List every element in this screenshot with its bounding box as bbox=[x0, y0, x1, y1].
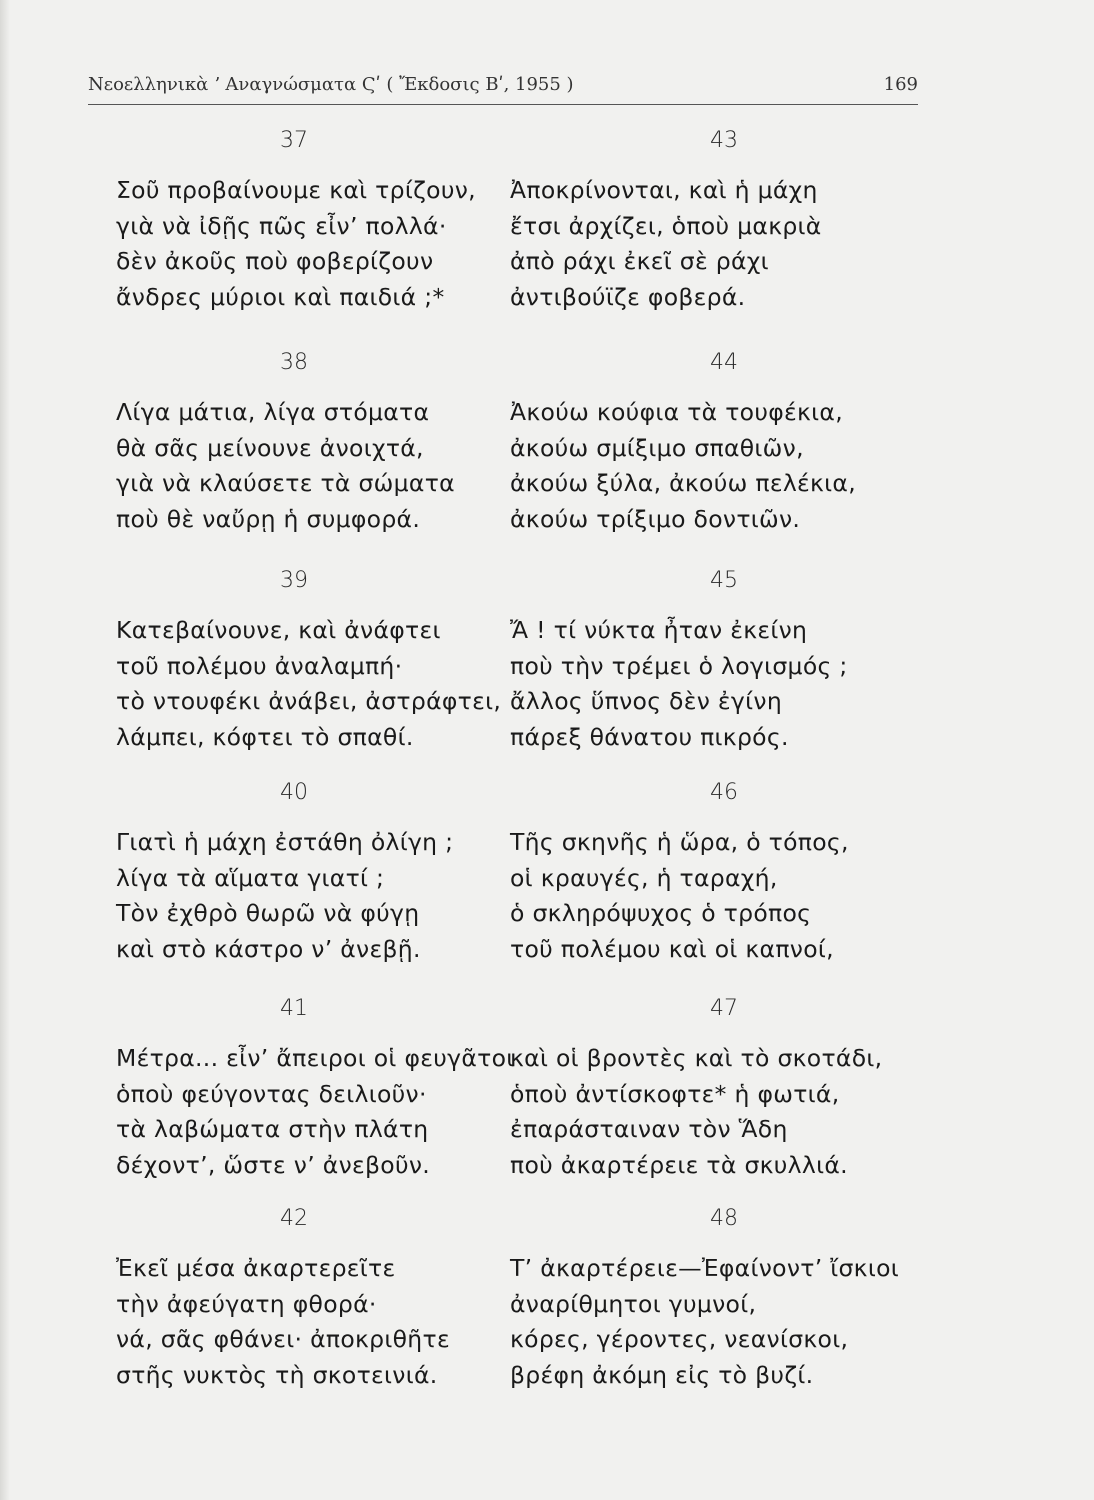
verse-line: ἀκούω τρίξιμο δοντιῶν. bbox=[510, 504, 801, 533]
stanza-number: 42 bbox=[280, 1206, 308, 1231]
verse-line: Γιατὶ ἡ μάχη ἐστάθη ὀλίγη ; bbox=[116, 828, 454, 856]
verse-line: ποὺ ἀκαρτέρειε τὰ σκυλλιά. bbox=[510, 1150, 848, 1179]
verse-line: γιὰ νὰ ἰδῇς πῶς εἶν’ πολλά· bbox=[116, 211, 447, 240]
stanza-number: 37 bbox=[280, 128, 308, 153]
page-number: 169 bbox=[883, 74, 918, 95]
verse-line: Τ’ ἀκαρτέρειε—Ἐφαίνοντ’ ἴσκιοι bbox=[510, 1254, 900, 1282]
stanza-48 bbox=[510, 1206, 930, 1393]
verse-line: ὁποὺ φεύγοντας δειλιοῦν· bbox=[116, 1079, 427, 1108]
verse-line: ἀναρίθμητοι γυμνοί, bbox=[510, 1289, 757, 1318]
stanza-number: 43 bbox=[710, 128, 738, 153]
verse-line: Τὸν ἐχθρὸ θωρῶ νὰ φύγῃ bbox=[116, 899, 420, 927]
verse-line: ἀντιβούϊζε φοβερά. bbox=[510, 282, 746, 311]
verse-line: Ἐκεῖ μέσα ἀκαρτερεῖτε bbox=[116, 1254, 396, 1282]
verse-line: κόρες, γέροντες, νεανίσκοι, bbox=[510, 1325, 849, 1353]
verse-line: ἐπαράσταιναν τὸν Ἅδη bbox=[510, 1115, 788, 1143]
stanza-42 bbox=[116, 1206, 516, 1393]
verse-line: ποὺ τὴν τρέμει ὁ λογισμός ; bbox=[510, 651, 848, 680]
verse-line: Σοῦ προβαίνουμε καὶ τρίζουν, bbox=[116, 176, 476, 204]
verse-line: Ἀκούω κούφια τὰ τουφέκια, bbox=[510, 398, 843, 426]
verse-line: Κατεβαίνουνε, καὶ ἀνάφτει bbox=[116, 616, 441, 644]
verse-line: ποὺ θὲ ναὔρῃ ἡ συμφορά. bbox=[116, 504, 421, 533]
stanza-number: 38 bbox=[280, 350, 308, 375]
verse-line: πάρεξ θάνατου πικρός. bbox=[510, 722, 789, 751]
verse-line: τοῦ πολέμου ἀναλαμπή· bbox=[116, 651, 403, 680]
verse-line: ὁποὺ ἀντίσκοφτε* ἡ φωτιά, bbox=[510, 1079, 840, 1108]
verse-line: Ἀποκρίνονται, καὶ ἡ μάχη bbox=[510, 176, 818, 204]
verse-line: στῆς νυκτὸς τὴ σκοτεινιά. bbox=[116, 1360, 438, 1389]
verse-line: ἔτσι ἀρχίζει, ὁποὺ μακριὰ bbox=[510, 211, 822, 240]
verse-line: Τῆς σκηνῆς ἡ ὥρα, ὁ τόπος, bbox=[510, 828, 849, 856]
stanza-46 bbox=[510, 780, 930, 967]
stanza-41 bbox=[116, 996, 516, 1183]
verse-line: ὁ σκληρόψυχος ὁ τρόπος bbox=[510, 899, 812, 927]
verse-line: θὰ σᾶς μείνουνε ἀνοιχτά, bbox=[116, 433, 424, 462]
stanza-number: 40 bbox=[280, 780, 308, 805]
header-title: Νεοελληνικὰ ʼ Αναγνώσματα Ϛʹ ( Ἔκδοσις Βʹ, 1955 ) bbox=[88, 74, 574, 95]
verse-line: ἀπὸ ράχι ἐκεῖ σὲ ράχι bbox=[510, 247, 769, 275]
stanza-43 bbox=[510, 128, 930, 315]
stanza-39 bbox=[116, 568, 516, 755]
stanza-number: 44 bbox=[710, 350, 738, 375]
stanza-37 bbox=[116, 128, 516, 315]
stanza-number: 41 bbox=[280, 996, 308, 1021]
stanza-number: 45 bbox=[710, 568, 738, 593]
stanza-44 bbox=[510, 350, 930, 537]
verse-line: γιὰ νὰ κλαύσετε τὰ σώματα bbox=[116, 469, 455, 497]
page-edge-shadow bbox=[0, 0, 10, 1500]
header-rule bbox=[88, 104, 918, 105]
verse-line: Μέτρα... εἶν’ ἄπειροι οἱ φευγᾶτοι bbox=[116, 1044, 515, 1072]
verse-line: ἀκούω ξύλα, ἀκούω πελέκια, bbox=[510, 469, 856, 497]
verse-line: οἱ κραυγές, ἡ ταραχή, bbox=[510, 863, 778, 892]
stanza-47 bbox=[510, 996, 930, 1183]
verse-line: καὶ στὸ κάστρο ν’ ἀνεβῇ. bbox=[116, 934, 421, 963]
verse-line: λίγα τὰ αἵματα γιατί ; bbox=[116, 863, 385, 892]
verse-line: τὸ ντουφέκι ἀνάβει, ἀστράφτει, bbox=[116, 687, 502, 715]
verse-line: βρέφη ἀκόμη εἰς τὸ βυζί. bbox=[510, 1360, 814, 1389]
verse-line: ἄλλος ὕπνος δὲν ἐγίνη bbox=[510, 687, 783, 715]
stanza-number: 47 bbox=[710, 996, 738, 1021]
verse-line: Λίγα μάτια, λίγα στόματα bbox=[116, 398, 430, 426]
verse-line: τοῦ πολέμου καὶ οἱ καπνοί, bbox=[510, 934, 834, 963]
verse-line: λάμπει, κόφτει τὸ σπαθί. bbox=[116, 722, 414, 751]
verse-line: τὰ λαβώματα στὴν πλάτη bbox=[116, 1115, 429, 1143]
stanza-number: 46 bbox=[710, 780, 738, 805]
verse-line: καὶ οἱ βροντὲς καὶ τὸ σκοτάδι, bbox=[510, 1044, 883, 1072]
stanza-38 bbox=[116, 350, 516, 537]
running-header bbox=[88, 70, 918, 100]
verse-line: ἄνδρες μύριοι καὶ παιδιά ;* bbox=[116, 282, 445, 311]
verse-line: δὲν ἀκοῦς ποὺ φοβερίζουν bbox=[116, 247, 434, 275]
stanza-45 bbox=[510, 568, 930, 755]
stanza-40 bbox=[116, 780, 516, 967]
verse-line: δέχοντ’, ὥστε ν’ ἀνεβοῦν. bbox=[116, 1150, 431, 1179]
stanza-number: 39 bbox=[280, 568, 308, 593]
stanza-number: 48 bbox=[710, 1206, 738, 1231]
verse-line: τὴν ἀφεύγατη φθορά· bbox=[116, 1289, 377, 1318]
verse-line: νά, σᾶς φθάνει· ἀποκριθῆτε bbox=[116, 1325, 450, 1353]
verse-line: ἀκούω σμίξιμο σπαθιῶν, bbox=[510, 433, 804, 462]
verse-line: Ἄ ! τί νύκτα ἦταν ἐκείνη bbox=[510, 616, 808, 644]
